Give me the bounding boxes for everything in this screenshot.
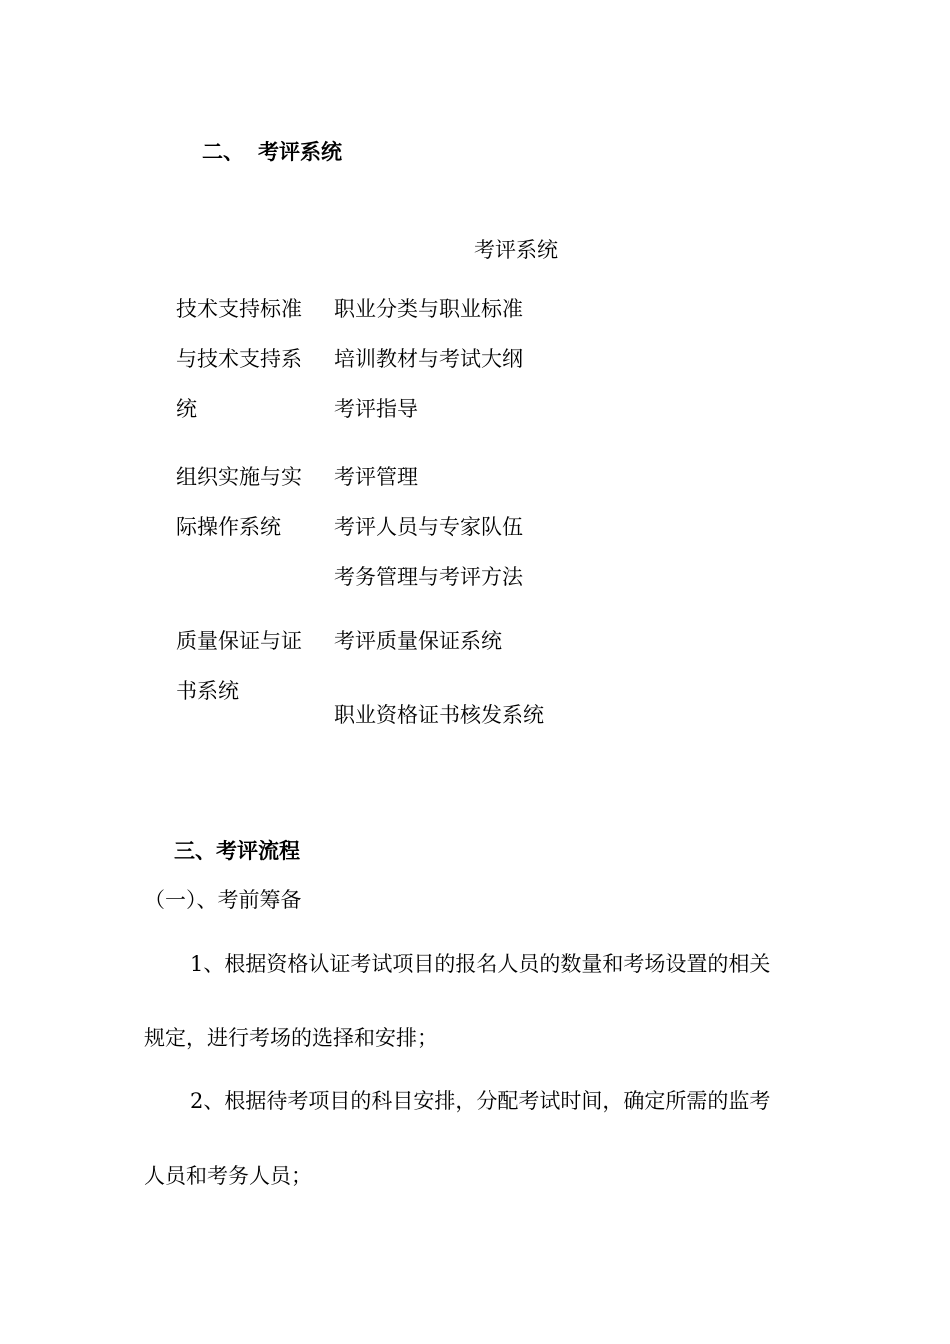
group-label-line: 统: [176, 397, 197, 421]
group-label-line: 组织实施与实: [176, 465, 302, 489]
section-3-title: 三、考评流程: [174, 838, 300, 863]
group-item: 考务管理与考评方法: [334, 565, 523, 589]
group-item: 考评指导: [334, 397, 418, 421]
group-item: 考评人员与专家队伍: [334, 515, 523, 539]
group-label-line: 际操作系统: [176, 515, 281, 539]
group-item: 考评质量保证系统: [334, 629, 502, 653]
group-item: 职业资格证书核发系统: [334, 703, 544, 727]
section-number: 二、: [202, 139, 244, 164]
group-label-line: 技术支持标准: [176, 297, 302, 321]
diagram-root-label: 考评系统: [474, 238, 558, 262]
subsection-title: （一）、考前筹备: [144, 888, 302, 912]
section-title: 考评系统: [258, 139, 342, 164]
paragraph-line: 2、根据待考项目的科目安排，分配考试时间，确定所需的监考: [190, 1089, 771, 1113]
paragraph-line: 规定，进行考场的选择和安排；: [144, 1026, 438, 1050]
group-label-line: 与技术支持系: [176, 347, 302, 371]
paragraph-line: 人员和考务人员；: [144, 1164, 312, 1188]
group-item: 职业分类与职业标准: [334, 297, 523, 321]
group-item: 培训教材与考试大纲: [334, 347, 523, 371]
paragraph-line: 1、根据资格认证考试项目的报名人员的数量和考场设置的相关: [190, 952, 771, 976]
group-label-line: 书系统: [176, 679, 239, 703]
group-label-line: 质量保证与证: [176, 629, 302, 653]
group-item: 考评管理: [334, 465, 418, 489]
